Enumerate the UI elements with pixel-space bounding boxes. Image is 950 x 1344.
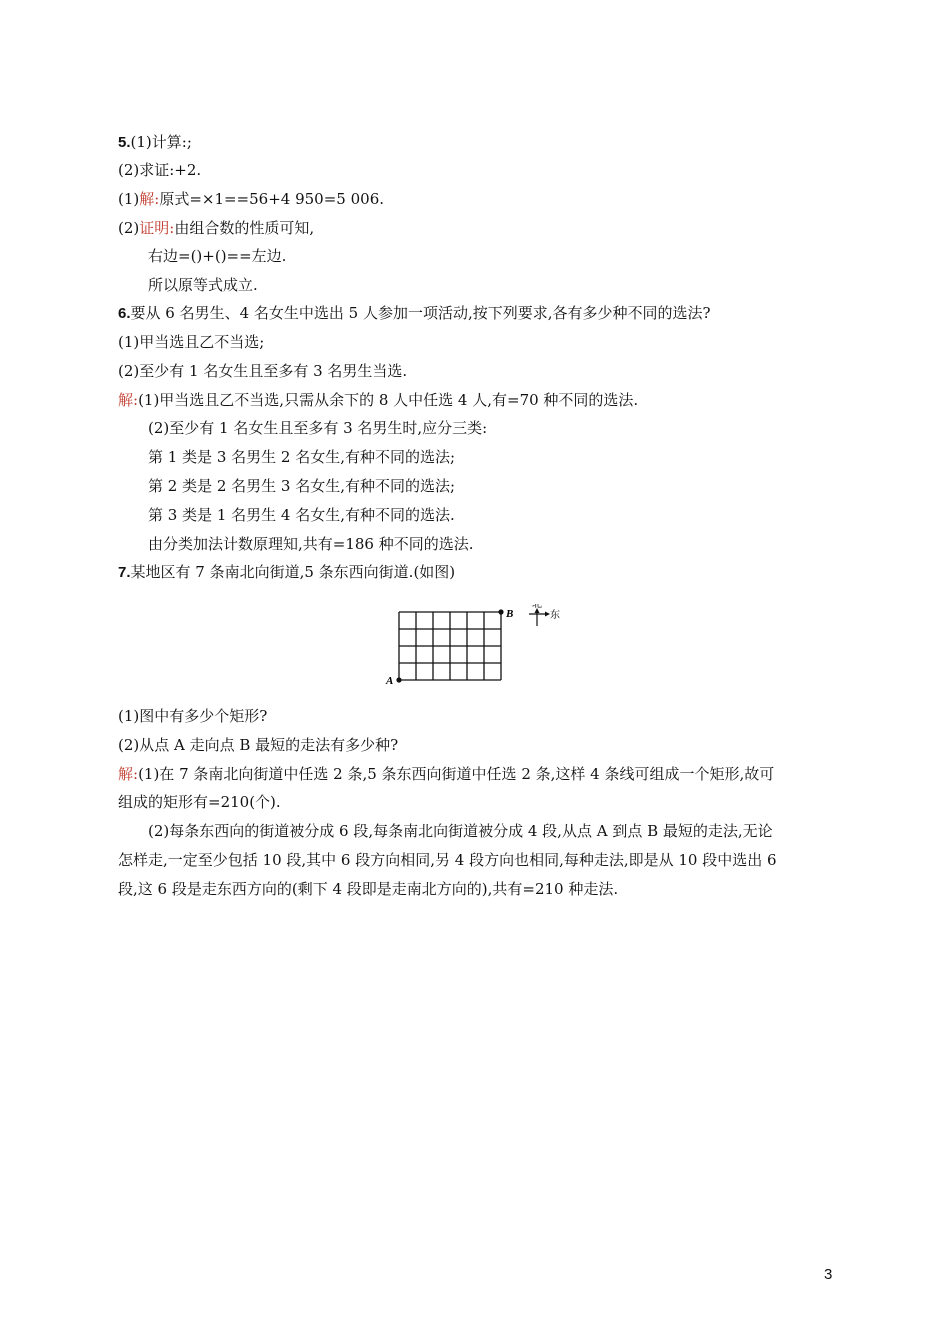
solution-label: 解:: [139, 190, 160, 208]
q6-number: 6.: [118, 305, 131, 322]
q5-sol2-text: 由组合数的性质可知,: [174, 219, 315, 237]
street-grid-svg: [384, 604, 574, 686]
q7-sol1-a: (1)在 7 条南北向街道中任选 2 条,5 条东西向街道中任选 2 条,这样 4 条线可组成一个矩形,故可: [138, 765, 775, 783]
q7-solution1: [118, 764, 774, 784]
q5-stem: [118, 132, 192, 153]
q5-sol2-prefix: (2): [118, 219, 140, 237]
east-label: 东: [550, 610, 560, 621]
q7-sol2-a: (2)每条东西向的街道被分成 6 段,每条南北向街道被分成 4 段,从点 A 到点 B 最短的走法,无论: [148, 822, 773, 840]
q5-solution2: [118, 218, 314, 238]
q6-part2: (2)至少有 1 名女生且至多有 3 名男生当选.: [118, 362, 408, 380]
point-b-label: B: [506, 608, 514, 620]
q7-number: 7.: [118, 564, 131, 581]
q7-sol1-b: 组成的矩形有=210(个).: [118, 793, 281, 811]
q5-part2: (2)求证:+2.: [118, 161, 202, 179]
q6-category3: 第 3 类是 1 名男生 4 名女生,有种不同的选法.: [148, 506, 455, 524]
q5-sol2-line3: 所以原等式成立.: [148, 276, 258, 294]
q6-category2: 第 2 类是 2 名男生 3 名女生,有种不同的选法;: [148, 477, 456, 495]
q5-sol1-prefix: (1): [118, 190, 140, 208]
point-a-label: A: [386, 675, 394, 686]
q6-sol1-text: (1)甲当选且乙不当选,只需从余下的 8 人中任选 4 人,有=70 种不同的选法.: [138, 391, 639, 409]
q5-number: 5.: [118, 134, 131, 151]
q5-sol1-text: 原式=×1==56+4 950=5 006.: [159, 190, 385, 208]
page-number: 3: [824, 1266, 833, 1283]
q6-total: 由分类加法计数原理知,共有=186 种不同的选法.: [148, 535, 474, 553]
q6-stem: [118, 303, 711, 324]
q6-part1: (1)甲当选且乙不当选;: [118, 333, 265, 351]
point-a-dot: [396, 677, 401, 682]
point-b-dot: [498, 609, 503, 614]
proof-label: 证明:: [139, 219, 175, 237]
q7-part2: (2)从点 A 走向点 B 最短的走法有多少种?: [118, 736, 399, 754]
q7-part1: (1)图中有多少个矩形?: [118, 707, 268, 725]
q6-solution2: (2)至少有 1 名女生且至多有 3 名男生时,应分三类:: [148, 419, 488, 437]
street-grid-figure: [384, 604, 574, 686]
q7-sol2-c: 段,这 6 段是走东西方向的(剩下 4 段即是走南北方向的),共有=210 种走法.: [118, 880, 619, 898]
street-grid: [399, 612, 501, 680]
solution-label: 解:: [118, 765, 139, 783]
q7-stem-text: 某地区有 7 条南北向街道,5 条东西向街道.(如图): [130, 563, 456, 581]
q6-stem-text: 要从 6 名男生、4 名女生中选出 5 人参加一项活动,按下列要求,各有多少种不同的选法?: [130, 304, 711, 322]
solution-label: 解:: [118, 391, 139, 409]
q5-sol2-line2: 右边=()+()==左边.: [148, 247, 287, 265]
compass-icon: [529, 604, 560, 626]
q5-part1: (1)计算:;: [130, 133, 192, 151]
q7-sol2-b: 怎样走,一定至少包括 10 段,其中 6 段方向相同,另 4 段方向也相同,每种走法,即是从 10 段中选出 6: [118, 851, 777, 869]
q6-solution1: [118, 390, 638, 410]
q5-solution1: [118, 189, 384, 209]
north-label: 北: [532, 604, 542, 610]
q6-category1: 第 1 类是 3 名男生 2 名女生,有种不同的选法;: [148, 448, 456, 466]
q7-stem: [118, 562, 455, 583]
